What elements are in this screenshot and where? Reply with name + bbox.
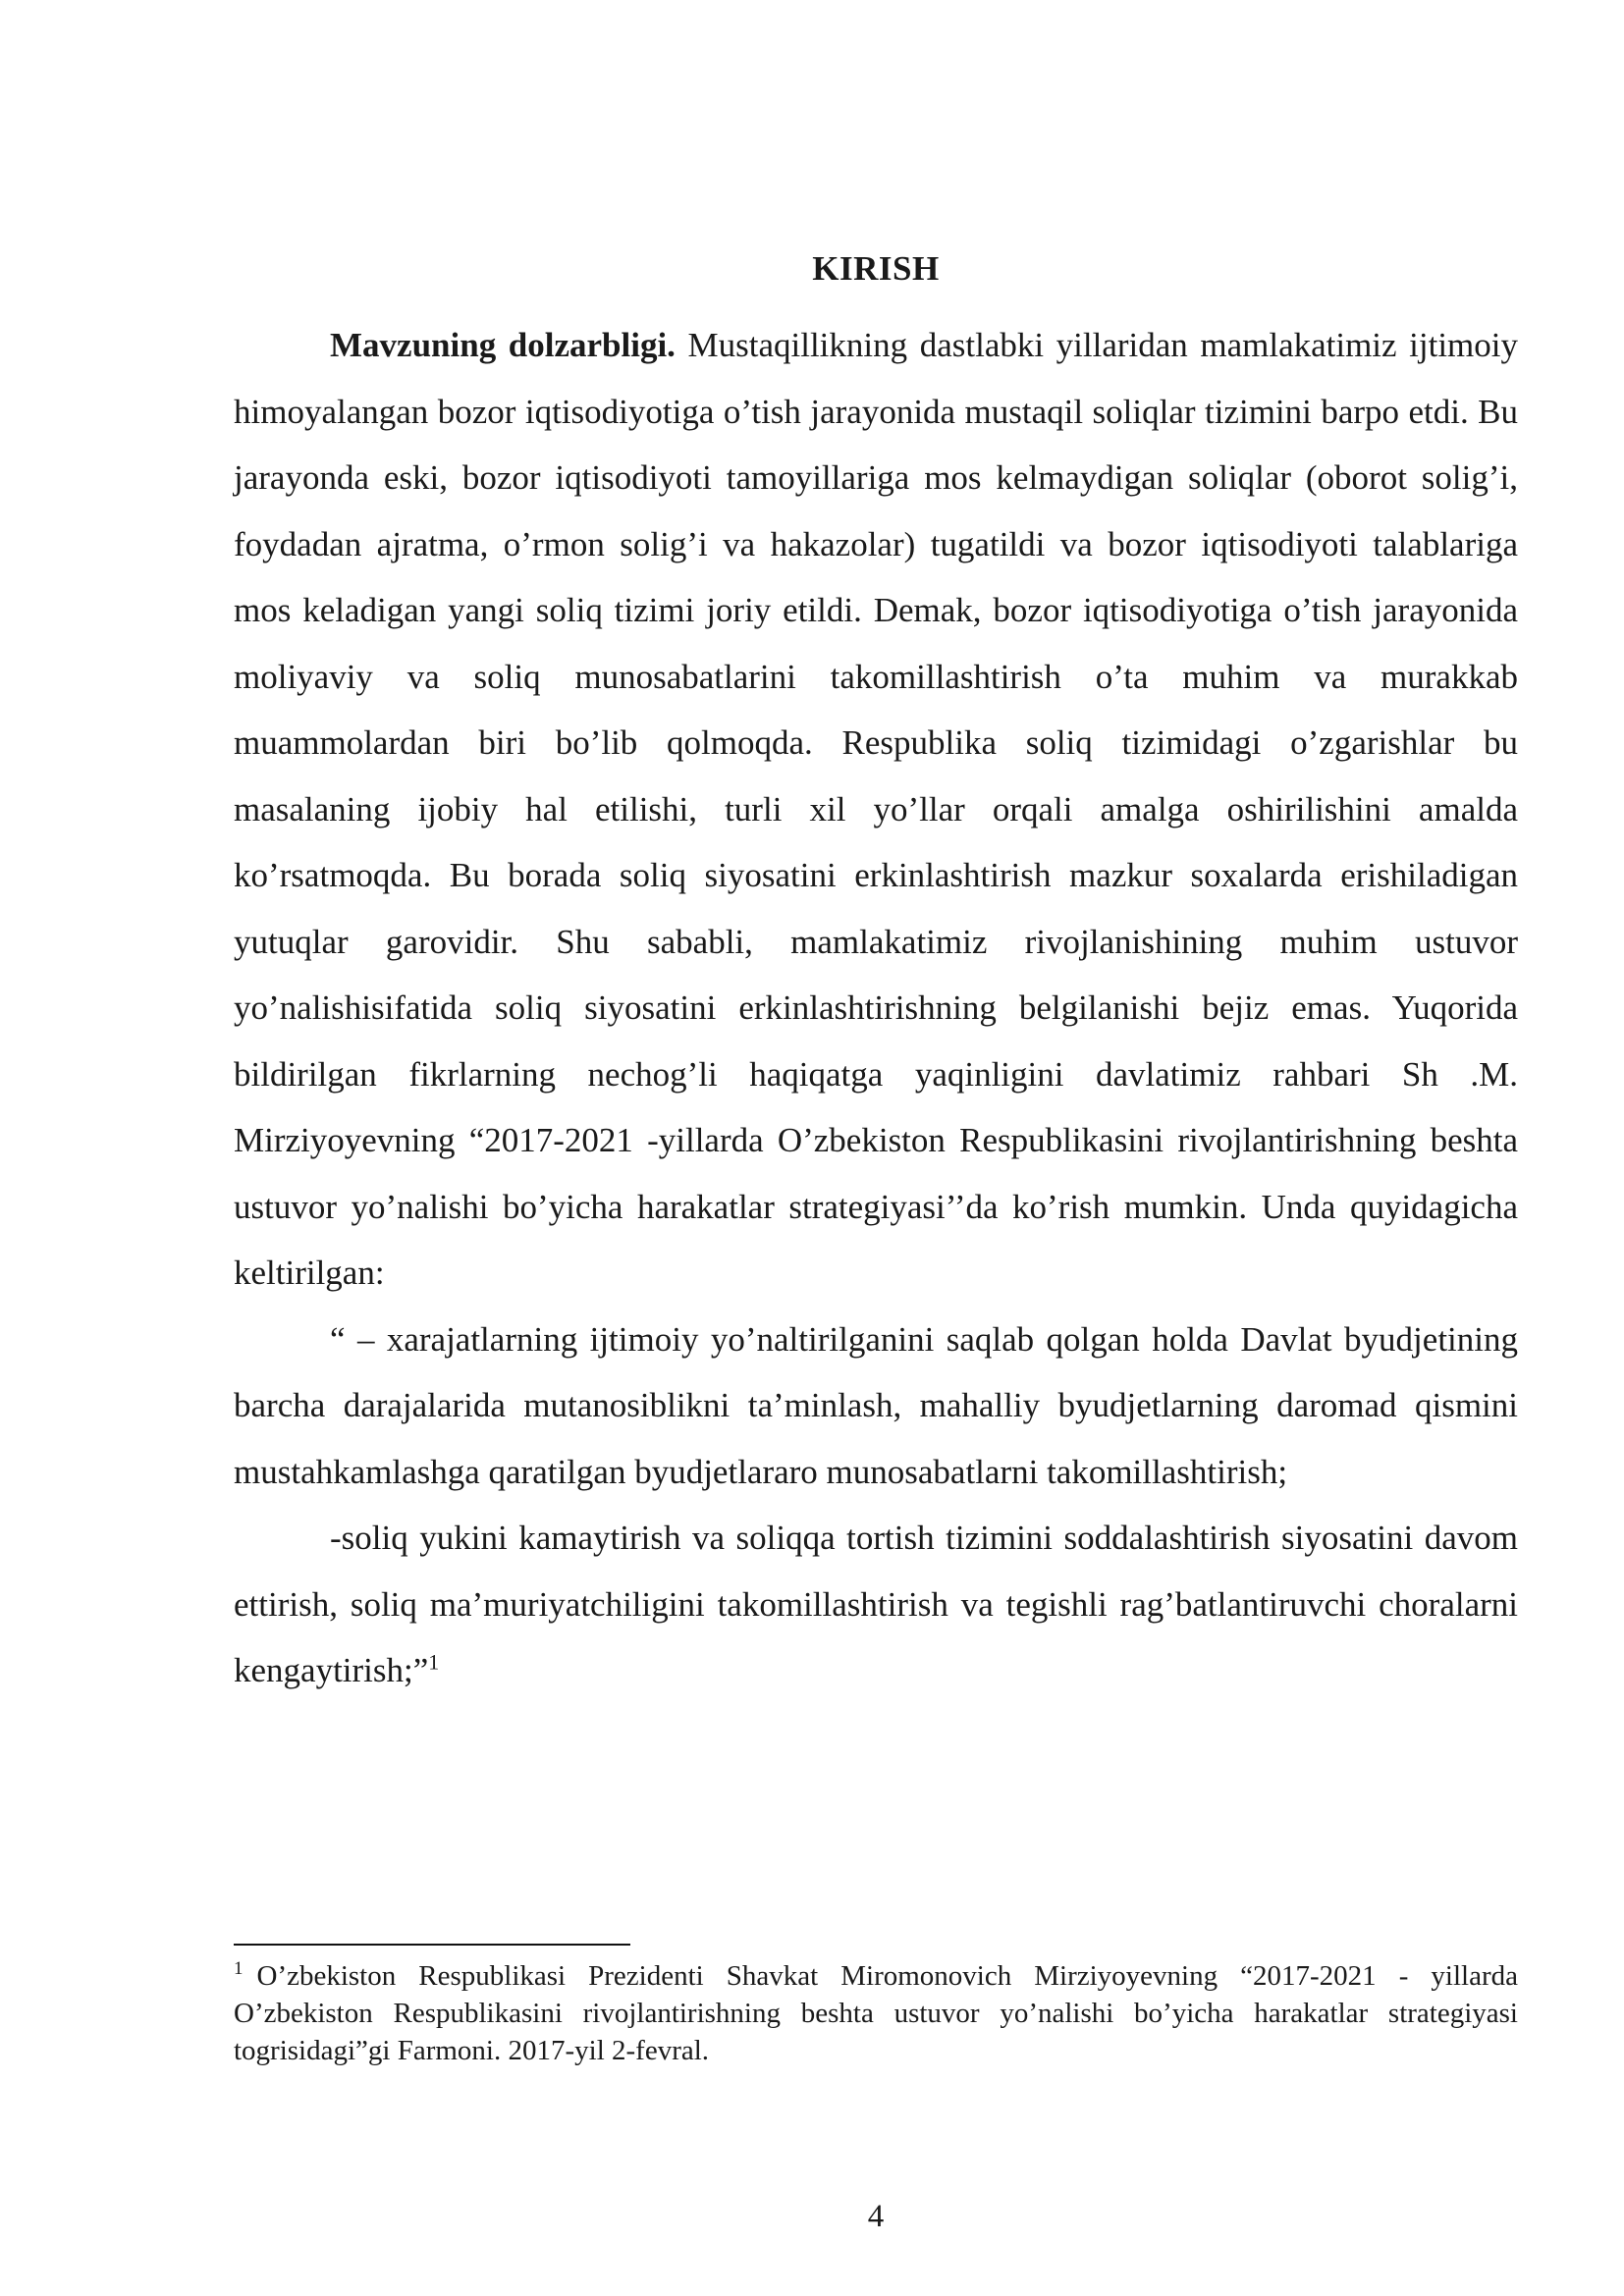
paragraph-quote-2 xyxy=(234,1505,1518,1704)
paragraph-bold-lead: Mavzuning dolzarbligi. xyxy=(330,326,676,364)
footnote-number: 1 xyxy=(234,1958,244,1980)
paragraph-text: Mustaqillikning dastlabki yillaridan mamlakatimiz ijtimoiy himoyalangan bozor iqtisodiyotiga o’tish jarayonida mustaqil soliqlar tizimini barpo etdi. Bu jarayonda eski, bozor iqtisodiyoti tamoyillariga mos kelmaydigan soliqlar (oborot solig’i, foydadan ajratma, o’rmon solig’i va hakazolar) tugatildi va bozor iqtisodiyoti talablariga mos keladigan yangi soliq tizimi joriy etildi. Demak, bozor iqtisodiyotiga o’tish jarayonida moliyaviy va soliq munosabatlarini takomillashtirish o’ta muhim va murakkab muammolardan biri bo’lib qolmoqda. Respublika soliq tizimidagi o’zgarishlar bu masalaning ijobiy hal etilishi, turli xil yo’llar orqali amalga oshirilishini amalda ko’rsatmoqda. Bu borada soliq siyosatini erkinlashtirish mazkur soxalarda erishiladigan yutuqlar garovidir. Shu sababli, mamlakatimiz rivojlanishining muhim ustuvor yo’nalishisifatida soliq siyosatini erkinlashtirishning belgilanishi bejiz emas. Yuqorida bildirilgan fikrlarning nechog’li haqiqatga yaqinligini davlatimiz rahbari Sh .M. Mirziyoyevning “2017-2021 -yillarda O’zbekiston Respublikasini rivojlantirishning beshta ustuvor yo’nalishi bo’yicha harakatlar strategiyasi’’da ko’rish mumkin. Unda quyidagicha keltirilgan: xyxy=(234,326,1518,1292)
paragraph-quote-1 xyxy=(234,1307,1518,1506)
footnote-reference[interactable]: 1 xyxy=(428,1649,440,1675)
footnote xyxy=(234,1957,1518,2069)
section-heading: KIRISH xyxy=(812,249,940,288)
paragraph-relevance xyxy=(234,312,1518,1307)
paragraph-text: “ – xarajatlarning ijtimoiy yo’naltirilganini saqlab qolgan holda Davlat byudjetining barcha darajalarida mutanosiblikni ta’minlash, mahalliy byudjetlarning daromad qismini mustahkamlashga qaratilgan byudjetlararo munosabatlarni takomillashtirish; xyxy=(234,1319,1518,1491)
footnote-text: O’zbekiston Respublikasi Prezidenti Shavkat Miromonovich Mirziyoyevning “2017-2021 - yillarda O’zbekiston Respublikasini rivojlantirishning beshta ustuvor yo’nalishi bo’yicha harakatlar strategiyasi togrisidagi”gi Farmoni. 2017-yil 2-fevral. xyxy=(234,1960,1518,2066)
paragraph-text: -soliq yukini kamaytirish va soliqqa tortish tizimini soddalashtirish siyosatini davom ettirish, soliq ma’muriyatchiligini takomillashtirish va tegishli rag’batlantiruvchi choralarni kengaytirish;” xyxy=(234,1519,1518,1689)
page-number: 4 xyxy=(867,2199,885,2234)
footnote-separator xyxy=(234,1944,630,1946)
body-text xyxy=(234,312,1518,1704)
